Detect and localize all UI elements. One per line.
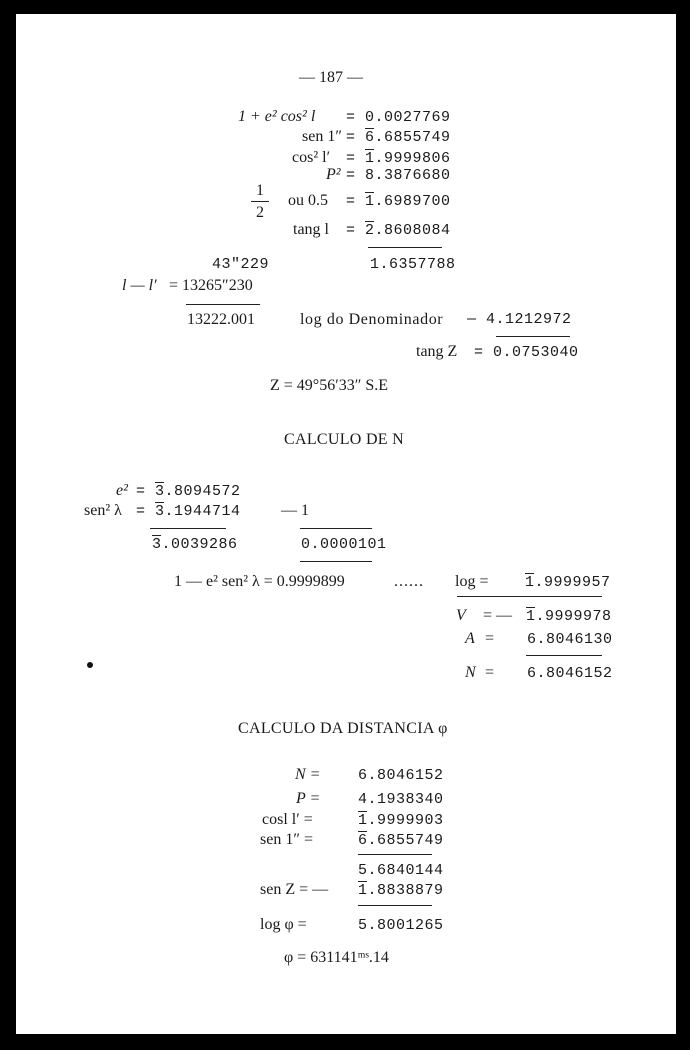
overbar bbox=[365, 192, 374, 193]
senz-value: 1.8838879 bbox=[358, 882, 444, 899]
formula-value: = 1.6989700 bbox=[346, 193, 451, 210]
dist-row-label: N = bbox=[295, 766, 321, 783]
dist-row-label: cosl l′ = bbox=[262, 811, 313, 828]
sum-line bbox=[526, 655, 602, 656]
sum-line bbox=[300, 561, 372, 562]
a-value: 6.8046130 bbox=[527, 631, 613, 648]
sum-line bbox=[358, 854, 432, 855]
n-label: N bbox=[465, 664, 476, 681]
n-value: 6.8046152 bbox=[527, 665, 613, 682]
section-title: CALCULO DE N bbox=[284, 431, 405, 448]
senz-label: sen Z = — bbox=[260, 881, 329, 898]
overbar bbox=[525, 573, 534, 574]
tangz-value: = 0.0753040 bbox=[474, 344, 579, 361]
overbar bbox=[155, 502, 164, 503]
overbar bbox=[526, 607, 535, 608]
dist-row-label: sen 1″ = bbox=[260, 831, 314, 848]
formula-left: sen 1″ bbox=[302, 128, 342, 145]
formula-left: sen² λ bbox=[84, 502, 122, 519]
difference-left: l — l′ bbox=[122, 277, 157, 294]
distance-result: φ = 631141ᵐˢ.14 bbox=[284, 949, 389, 966]
v-eq: = — bbox=[483, 607, 513, 624]
a-eq: = bbox=[485, 630, 495, 647]
sum-line bbox=[150, 528, 226, 529]
overbar bbox=[358, 811, 367, 812]
subtraction-line bbox=[186, 304, 260, 305]
dist-row-value: 4.1938340 bbox=[358, 791, 444, 808]
subtraction-value: 13222.001 bbox=[187, 311, 255, 328]
sum-line bbox=[358, 905, 432, 906]
formula-value: = 2.8608084 bbox=[346, 222, 451, 239]
log-phi-value: 5.8001265 bbox=[358, 917, 444, 934]
dist-row-value: 1.9999903 bbox=[358, 812, 444, 829]
formula-value: = 1.9999806 bbox=[346, 150, 451, 167]
tangz-line bbox=[496, 336, 570, 337]
dist-row-value: 6.6855749 bbox=[358, 832, 444, 849]
a-label: A bbox=[465, 630, 475, 647]
formula-value: = 8.3876680 bbox=[346, 167, 451, 184]
log-value: 1.9999957 bbox=[525, 574, 611, 591]
denominator-label: log do Denominador bbox=[300, 311, 444, 328]
formula-value: = 3.1944714 bbox=[136, 503, 241, 520]
sum-left: 43″229 bbox=[212, 256, 270, 273]
sum-value: 3.0039286 bbox=[152, 536, 238, 553]
overbar bbox=[358, 831, 367, 832]
overbar bbox=[155, 482, 164, 483]
formula-value: = 6.6855749 bbox=[346, 129, 451, 146]
sum-line bbox=[300, 528, 372, 529]
page-number: — 187 — bbox=[299, 69, 363, 86]
formula-left: e² bbox=[116, 482, 128, 499]
difference-value: = 13265″230 bbox=[169, 277, 253, 294]
tangz-left: tang Z bbox=[416, 343, 458, 360]
section-title: CALCULO DA DISTANCIA φ bbox=[238, 720, 448, 737]
formula-value: = 0.0027769 bbox=[346, 109, 451, 126]
sum-value: 1.6357788 bbox=[370, 256, 456, 273]
azimuth-result: Z = 49°56′33″ S.E bbox=[270, 377, 389, 394]
formula-left: tang l bbox=[293, 221, 329, 238]
dist-row-value: 6.8046152 bbox=[358, 767, 444, 784]
denominator-value: — 4.1212972 bbox=[467, 311, 572, 328]
formula-left: cos² l′ bbox=[292, 149, 331, 166]
formula-left: 1 + e² cos² l bbox=[238, 108, 316, 125]
fraction-line bbox=[251, 201, 269, 202]
log-label: log = bbox=[455, 573, 489, 590]
overbar bbox=[365, 221, 374, 222]
log-phi-label: log φ = bbox=[260, 916, 307, 933]
v-label: V bbox=[456, 607, 466, 624]
dist-row-label: P = bbox=[296, 790, 321, 807]
formula-left: P² bbox=[326, 166, 341, 183]
overbar bbox=[365, 128, 374, 129]
fraction-denominator: 2 bbox=[256, 204, 264, 221]
sum-line bbox=[368, 247, 442, 248]
overbar bbox=[152, 535, 161, 536]
overbar bbox=[365, 149, 374, 150]
formula-left: ou 0.5 bbox=[288, 192, 328, 209]
sum-line bbox=[457, 596, 602, 597]
subtotal-value: 5.6840144 bbox=[358, 862, 444, 879]
n-eq: = bbox=[485, 664, 495, 681]
leader-dots: ...... bbox=[394, 573, 424, 590]
ink-dot bbox=[87, 662, 93, 668]
v-value: 1.9999978 bbox=[526, 608, 612, 625]
expression: 1 — e² sen² λ = 0.9999899 bbox=[174, 573, 345, 590]
overbar bbox=[358, 881, 367, 882]
fraction-numerator: 1 bbox=[256, 182, 264, 199]
minus-one: — 1 bbox=[281, 502, 309, 519]
sum-value: 0.0000101 bbox=[301, 536, 387, 553]
formula-value: = 3.8094572 bbox=[136, 483, 241, 500]
document-page bbox=[16, 14, 676, 1034]
